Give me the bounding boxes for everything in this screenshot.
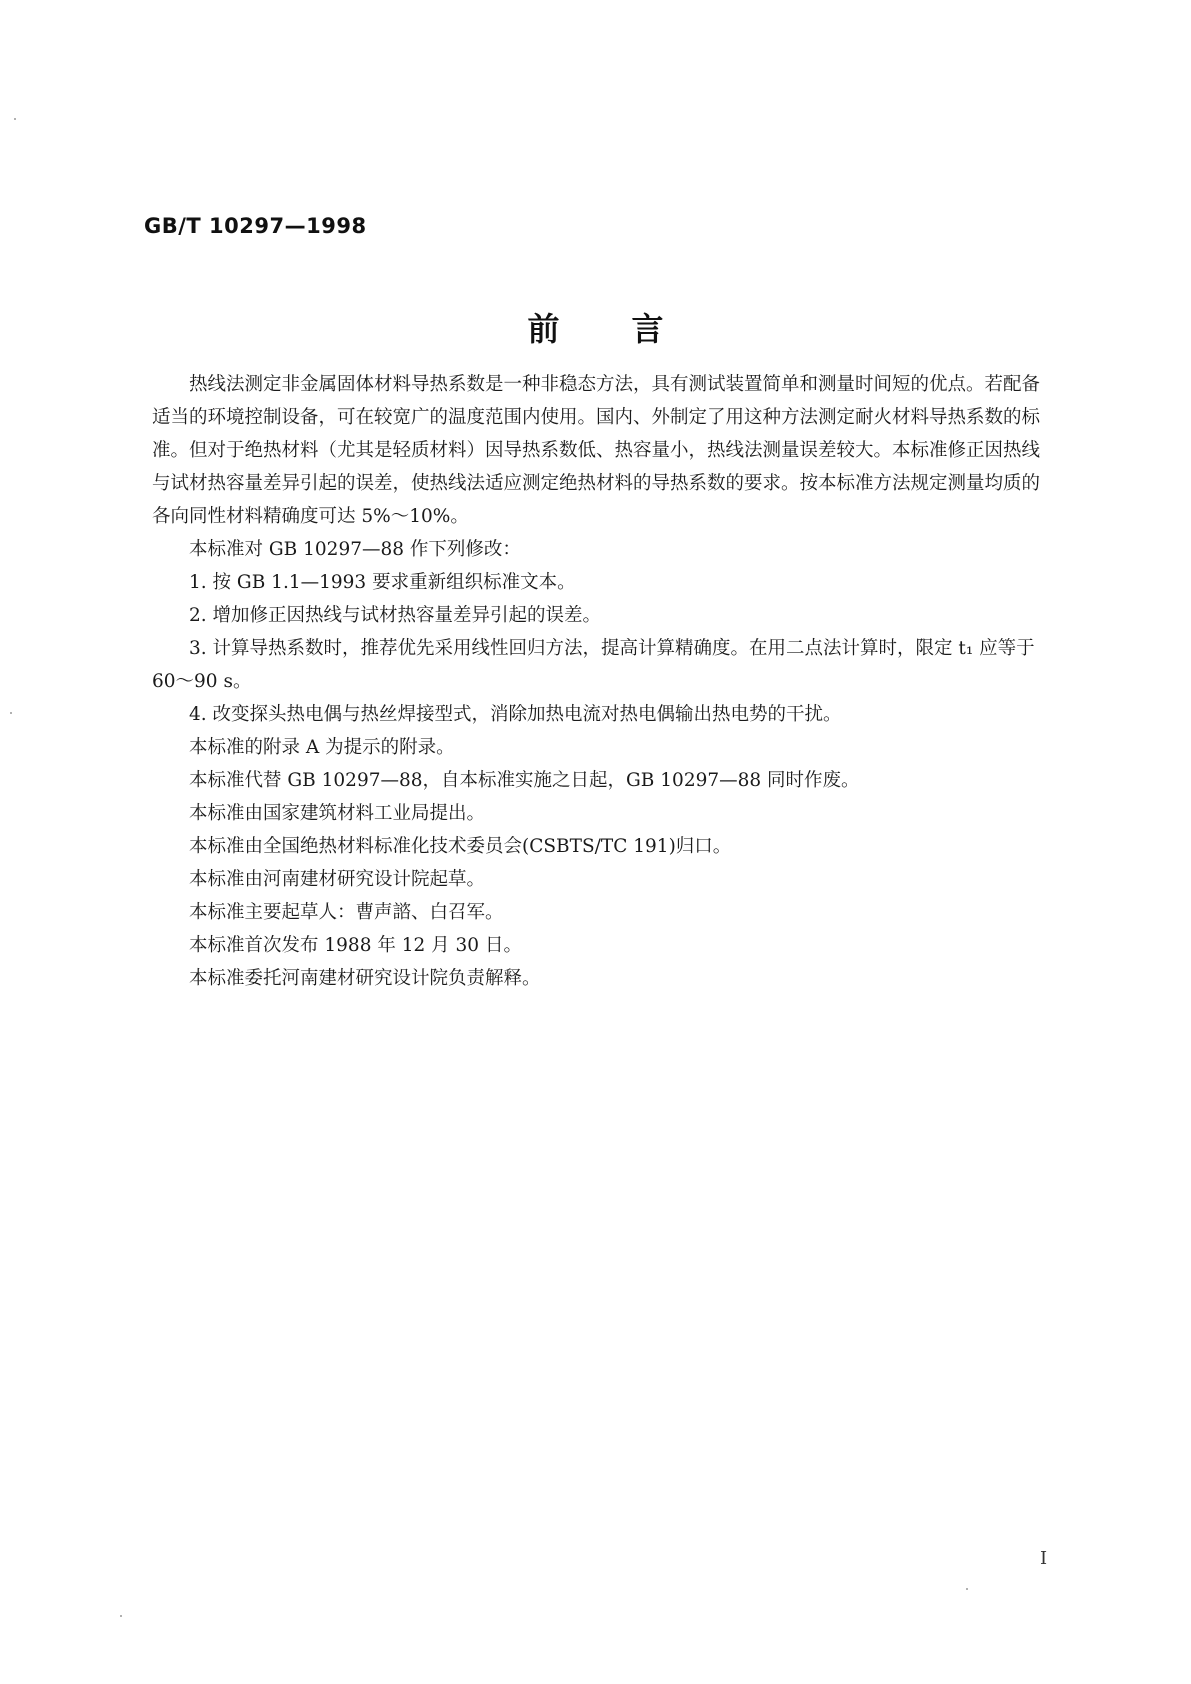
scan-speck <box>14 118 16 120</box>
modification-text: 改变探头热电偶与热丝焊接型式，消除加热电流对热电偶输出热电势的干扰。 <box>212 704 842 725</box>
modification-text: 按 GB 1.1—1993 要求重新组织标准文本。 <box>212 572 576 593</box>
modification-number: 4. <box>189 704 207 725</box>
modification-number: 1. <box>189 572 207 593</box>
statement-under-jurisdiction: 本标准由全国绝热材料标准化技术委员会(CSBTS/TC 191)归口。 <box>189 836 732 857</box>
statement-proposed-by: 本标准由国家建筑材料工业局提出。 <box>189 803 486 824</box>
modification-item <box>152 632 1054 698</box>
modification-text: 增加修正因热线与试材热容量差异引起的误差。 <box>212 605 602 626</box>
modification-number: 3. <box>189 638 207 659</box>
statement-drafters: 本标准主要起草人：曹声諮、白召军。 <box>189 902 504 923</box>
modification-intro: 本标准对 GB 10297—88 作下列修改： <box>189 539 521 560</box>
statement-drafted-by: 本标准由河南建材研究设计院起草。 <box>189 869 486 890</box>
statement-replaces: 本标准代替 GB 10297—88，自本标准实施之日起，GB 10297—88 同时作废。 <box>189 770 860 791</box>
modification-text: 计算导热系数时，推荐优先采用线性回归方法，提高计算精确度。在用二点法计算时，限定 t₁ 应等于 60～90 s。 <box>152 638 1035 692</box>
scan-speck <box>10 712 12 714</box>
page-number: I <box>1040 1548 1048 1569</box>
statement-interpretation: 本标准委托河南建材研究设计院负责解释。 <box>189 968 541 989</box>
scan-speck <box>966 1588 968 1590</box>
statement-appendix: 本标准的附录 A 为提示的附录。 <box>189 737 455 758</box>
foreword-body <box>152 368 1054 995</box>
modification-item <box>152 698 1054 731</box>
standard-code: GB/T 10297—1998 <box>144 214 367 238</box>
page-title: 前言 <box>527 310 736 348</box>
statement-first-issued: 本标准首次发布 1988 年 12 月 30 日。 <box>189 935 522 956</box>
intro-paragraph: 热线法测定非金属固体材料导热系数是一种非稳态方法，具有测试装置简单和测量时间短的优点。若配备适当的环境控制设备，可在较宽广的温度范围内使用。国内、外制定了用这种方法测定耐火材料导热系数的标准。但对于绝热材料（尤其是轻质材料）因导热系数低、热容量小，热线法测量误差较大。本标准修正因热线与试材热容量差异引起的误差，使热线法适应测定绝热材料的导热系数的要求。按本标准方法规定测量均质的各向同性材料精确度可达 5%～10%。 <box>152 374 1041 527</box>
foreword-flow <box>152 368 1054 995</box>
modification-number: 2. <box>189 605 207 626</box>
scan-speck <box>120 1615 122 1617</box>
modification-item <box>152 599 1054 632</box>
modification-item <box>152 566 1054 599</box>
